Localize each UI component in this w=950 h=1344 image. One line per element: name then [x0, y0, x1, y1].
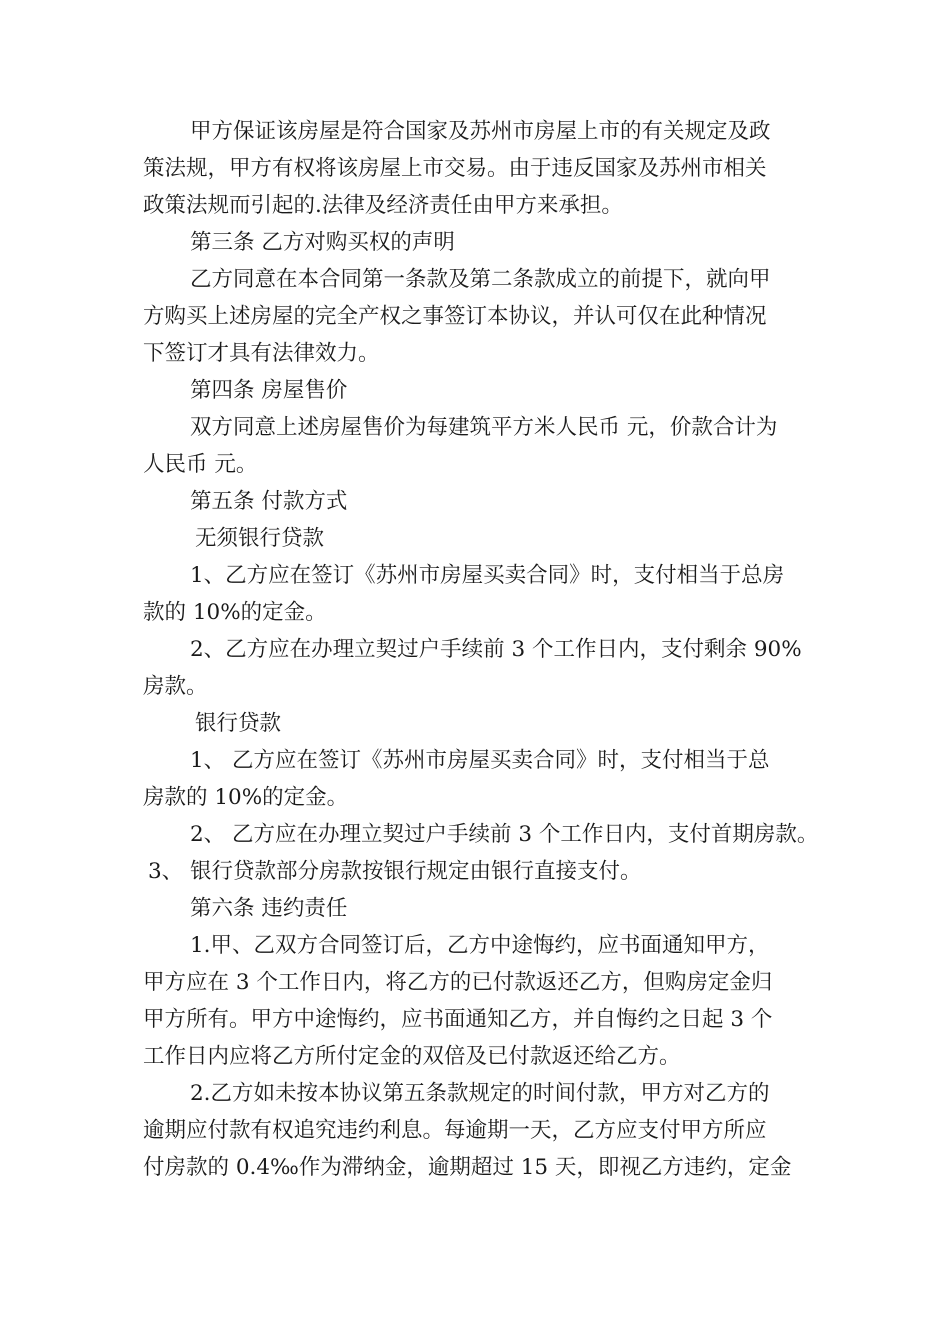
paragraph-line: 2、乙方应在办理立契过户手续前 3 个工作日内，支付剩余 90%: [190, 637, 802, 662]
paragraph-line: 房款的 10%的定金。: [143, 785, 349, 810]
paragraph-line: 人民币 元。: [143, 452, 258, 477]
section-heading: 第四条 房屋售价: [190, 378, 348, 403]
paragraph-line: 付房款的 0.4‰作为滞纳金，逾期超过 15 天，即视乙方违约，定金: [143, 1155, 792, 1180]
paragraph-line: 1、 乙方应在签订《苏州市房屋买卖合同》时，支付相当于总: [190, 748, 770, 773]
paragraph-line: 2.乙方如未按本协议第五条款规定的时间付款，甲方对乙方的: [190, 1081, 770, 1106]
paragraph-line: 房款。: [143, 674, 208, 699]
paragraph-line: 双方同意上述房屋售价为每建筑平方米人民币 元，价款合计为: [190, 415, 778, 440]
subheading: 银行贷款: [195, 711, 282, 736]
paragraph-line: 甲方应在 3 个工作日内，将乙方的已付款返还乙方，但购房定金归: [143, 970, 773, 995]
paragraph-line: 逾期应付款有权追究违约利息。每逾期一天，乙方应支付甲方所应: [143, 1118, 767, 1143]
paragraph-line: 款的 10%的定金。: [143, 600, 327, 625]
subheading: 无须银行贷款: [195, 526, 325, 551]
paragraph-line: 政策法规而引起的.法律及经济责任由甲方来承担。: [143, 193, 623, 218]
paragraph-line: 策法规，甲方有权将该房屋上市交易。由于违反国家及苏州市相关: [143, 156, 767, 181]
paragraph-line: 甲方保证该房屋是符合国家及苏州市房屋上市的有关规定及政: [190, 119, 771, 144]
section-heading: 第三条 乙方对购买权的声明: [190, 230, 455, 255]
paragraph-line: 工作日内应将乙方所付定金的双倍及已付款返还给乙方。: [143, 1044, 681, 1069]
paragraph-line: 下签订才具有法律效力。: [143, 341, 380, 366]
paragraph-line: 甲方所有。甲方中途悔约，应书面通知乙方，并自悔约之日起 3 个: [143, 1007, 773, 1032]
section-heading: 第五条 付款方式: [190, 489, 348, 514]
paragraph-line: 方购买上述房屋的完全产权之事签订本协议，并认可仅在此种情况: [143, 304, 767, 329]
section-heading: 第六条 违约责任: [190, 896, 348, 921]
paragraph-line: 乙方同意在本合同第一条款及第二条款成立的前提下，就向甲: [190, 267, 771, 292]
paragraph-line: 1、乙方应在签订《苏州市房屋买卖合同》时，支付相当于总房: [190, 563, 785, 588]
paragraph-line: 1.甲、乙双方合同签订后，乙方中途悔约，应书面通知甲方，: [190, 933, 770, 958]
paragraph-line: 3、 银行贷款部分房款按银行规定由银行直接支付。: [148, 859, 642, 884]
paragraph-line: 2、 乙方应在办理立契过户手续前 3 个工作日内，支付首期房款。: [190, 822, 819, 847]
